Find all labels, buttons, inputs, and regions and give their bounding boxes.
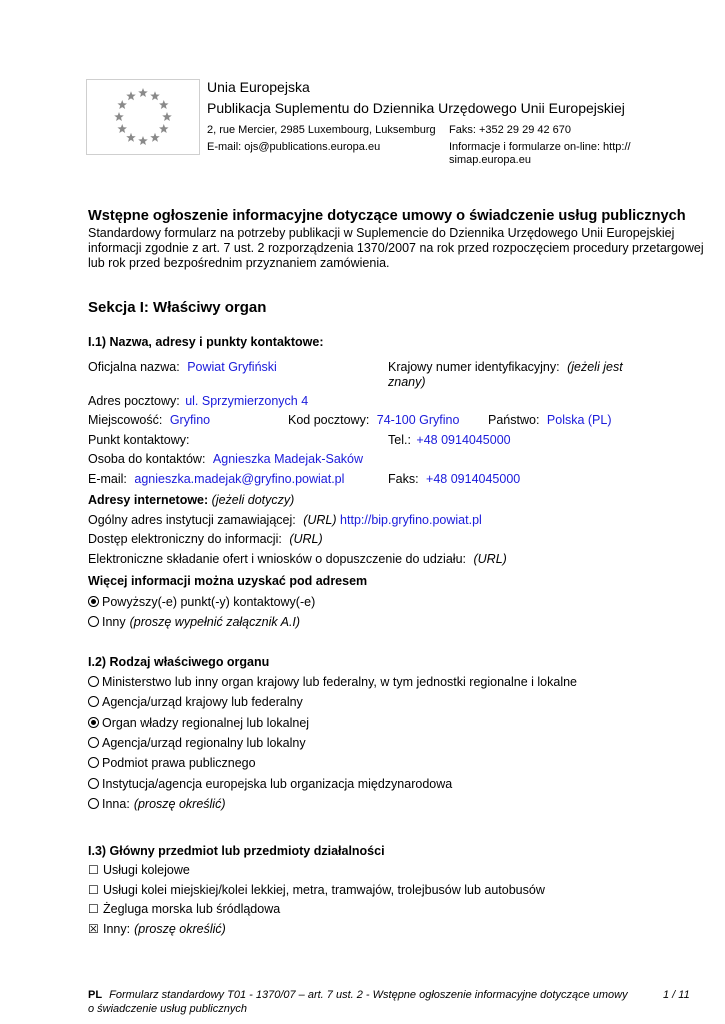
option-row (88, 922, 226, 936)
electronic-access-tag: (URL) (289, 532, 323, 546)
footer-line-1 (88, 989, 628, 1001)
i2-heading: I.2) Rodzaj właściwego organu (88, 655, 270, 669)
notice-title: Wstępne ogłoszenie informacyjne dotyczące umowy o świadczenie usług publicznych (88, 208, 686, 224)
checkbox-checked-icon[interactable]: ☒ (88, 922, 99, 936)
option-hint: (proszę określić) (133, 797, 226, 811)
postal-value: ul. Sprzymierzonych 4 (185, 394, 309, 408)
option-row (88, 756, 256, 770)
national-id-hint-2: znany) (388, 375, 426, 389)
option-row (88, 797, 226, 811)
radio-button[interactable] (88, 757, 99, 768)
option-label: Żegluga morska lub śródlądowa (103, 902, 281, 916)
star-icon (159, 124, 169, 133)
general-url-link[interactable]: http://bip.gryfino.powiat.pl (340, 513, 482, 527)
option-label: Usługi kolejowe (103, 863, 190, 877)
i3-heading: I.3) Główny przedmiot lub przedmioty działalności (88, 844, 385, 858)
option-row (88, 695, 303, 709)
option-hint: (proszę wypełnić załącznik A.I) (129, 615, 301, 629)
star-icon (114, 112, 124, 121)
internet-heading: Adresy internetowe: (88, 493, 209, 507)
header-publication: Publikacja Suplementu do Dziennika Urzędowego Unii Europejskiej (207, 100, 625, 116)
option-label: Powyższy(-e) punkt(-y) kontaktowy(-e) (102, 595, 316, 609)
country-value: Polska (PL) (546, 413, 612, 427)
option-hint: (proszę określić) (134, 922, 226, 936)
option-label: Podmiot prawa publicznego (102, 756, 256, 770)
person-label: Osoba do kontaktów: (88, 452, 206, 466)
option-row (88, 615, 300, 629)
checkbox-icon[interactable]: ☐ (88, 902, 99, 916)
footer-text-2: o świadczenie usług publicznych (88, 1003, 247, 1015)
internet-heading-row (88, 493, 294, 507)
star-icon (117, 100, 127, 109)
star-icon (138, 136, 148, 145)
option-label: Ministerstwo lub inny organ krajowy lub federalny, w tym jednostki regionalne i lokalne (102, 675, 577, 689)
header-org: Unia Europejska (207, 79, 310, 95)
notice-desc-1: Standardowy formularz na potrzeby publikacji w Suplemencie do Dziennika Urzędowego Unii Europejskiej (88, 226, 675, 240)
national-id-row (388, 360, 623, 374)
option-label: Instytucja/agencja europejska lub organizacja międzynarodowa (102, 777, 453, 791)
postal-label: Adres pocztowy: (88, 394, 180, 408)
email-value[interactable]: agnieszka.madejak@gryfino.powiat.pl (134, 472, 345, 486)
star-icon (126, 133, 136, 142)
i1-heading: I.1) Nazwa, adresy i punkty kontaktowe: (88, 335, 324, 349)
option-row (88, 777, 452, 791)
star-icon (126, 91, 136, 100)
star-icon (159, 100, 169, 109)
star-icon (162, 112, 172, 121)
checkbox-icon[interactable]: ☐ (88, 863, 99, 877)
notice-desc-2: informacji zgodnie z art. 7 ust. 2 rozporządzenia 1370/2007 na rok przed rozpoczęciem procedury przetargowej (88, 241, 704, 255)
option-row (88, 675, 577, 689)
official-name-row (88, 360, 277, 374)
option-row (88, 595, 315, 609)
radio-button[interactable] (88, 798, 99, 809)
person-row (88, 452, 363, 466)
radio-button[interactable] (88, 596, 99, 607)
star-icon (150, 91, 160, 100)
email-row (88, 472, 344, 486)
section-title: Sekcja I: Właściwy organ (88, 299, 267, 316)
footer-text-1: Formularz standardowy T01 - 1370/07 – art. 7 ust. 2 - Wstępne ogłoszenie informacyjne dotyczące umowy (109, 989, 628, 1001)
footer-page: 1 / 11 (663, 989, 690, 1001)
footer-lang: PL (88, 989, 103, 1001)
header-fax: Faks: +352 29 29 42 670 (449, 124, 572, 136)
option-row (88, 883, 545, 897)
official-name-label: Oficjalna nazwa: (88, 360, 180, 374)
radio-button[interactable] (88, 696, 99, 707)
radio-button[interactable] (88, 778, 99, 789)
internet-hint: (jeżeli dotyczy) (211, 493, 295, 507)
postal-row (88, 394, 308, 408)
fax-row (388, 472, 520, 486)
option-label: Inny (102, 615, 126, 629)
postcode-row (288, 413, 459, 427)
email-label: E-mail: (88, 472, 127, 486)
option-row (88, 863, 190, 877)
electronic-submission-tag: (URL) (473, 552, 507, 566)
option-label: Inna: (102, 797, 130, 811)
option-label: Organ władzy regionalnej lub lokalnej (102, 716, 310, 730)
general-url-tag: (URL) (303, 513, 337, 527)
option-label: Inny: (103, 922, 131, 936)
eu-logo (86, 79, 200, 155)
eu-stars-icon (87, 80, 199, 154)
option-row (88, 736, 306, 750)
radio-button[interactable] (88, 676, 99, 687)
fax-label: Faks: (388, 472, 419, 486)
option-row (88, 716, 309, 730)
electronic-submission-row (88, 552, 507, 566)
general-url-row (88, 513, 482, 527)
postcode-value: 74-100 Gryfino (376, 413, 460, 427)
national-id-label: Krajowy numer identyfikacyjny: (388, 360, 560, 374)
country-row (488, 413, 612, 427)
general-url-label: Ogólny adres instytucji zamawiającej: (88, 513, 296, 527)
header-email: E-mail: ojs@publications.europa.eu (207, 141, 381, 153)
header-info-line1: Informacje i formularze on-line: http:// (449, 141, 631, 153)
more-info-heading: Więcej informacji można uzyskać pod adresem (88, 574, 368, 588)
header-address: 2, rue Mercier, 2985 Luxembourg, Luksemburg (207, 124, 436, 136)
town-value: Gryfino (169, 413, 211, 427)
electronic-submission-label: Elektroniczne składanie ofert i wniosków o dopuszczenie do udziału: (88, 552, 466, 566)
official-name-value: Powiat Gryfiński (187, 360, 277, 374)
electronic-access-row (88, 532, 323, 546)
tel-row (388, 433, 511, 447)
star-icon (150, 133, 160, 142)
fax-value: +48 0914045000 (426, 472, 521, 486)
person-value: Agnieszka Madejak-Saków (212, 452, 363, 466)
radio-button[interactable] (88, 737, 99, 748)
postcode-label: Kod pocztowy: (288, 413, 370, 427)
header-info-line2: simap.europa.eu (449, 154, 531, 166)
checkbox-icon[interactable]: ☐ (88, 883, 99, 897)
town-label: Miejscowość: (88, 413, 163, 427)
electronic-access-label: Dostęp elektroniczny do informacji: (88, 532, 282, 546)
option-label: Agencja/urząd krajowy lub federalny (102, 695, 303, 709)
national-id-hint: (jeżeli jest (567, 360, 623, 374)
town-row (88, 413, 210, 427)
notice-desc-3: lub rok przed bezpośrednim przyznaniem zamówienia. (88, 256, 390, 270)
radio-button[interactable] (88, 717, 99, 728)
contact-point-label: Punkt kontaktowy: (88, 433, 190, 447)
star-icon (138, 88, 148, 97)
option-label: Agencja/urząd regionalny lub lokalny (102, 736, 306, 750)
option-row (88, 902, 280, 916)
option-label: Usługi kolei miejskiej/kolei lekkiej, metra, tramwajów, trolejbusów lub autobusów (103, 883, 545, 897)
star-icon (117, 124, 127, 133)
tel-value: +48 0914045000 (416, 433, 511, 447)
country-label: Państwo: (488, 413, 540, 427)
radio-button[interactable] (88, 616, 99, 627)
tel-label: Tel.: (388, 433, 411, 447)
